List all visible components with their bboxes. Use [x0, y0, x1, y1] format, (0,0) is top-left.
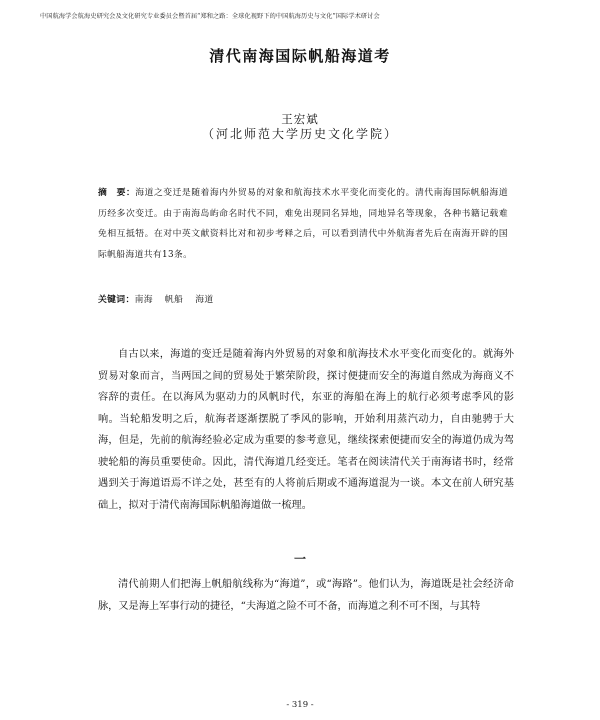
- article-title: 清代南海国际帆船海道考: [209, 47, 391, 65]
- section-number: 一: [293, 552, 306, 566]
- keywords-label: 关键词：: [98, 295, 135, 305]
- keywords: [98, 290, 508, 310]
- abstract-label: 摘 要：: [98, 188, 136, 198]
- author-affiliation: （河北师范大学历史文化学院）: [201, 127, 398, 141]
- keyword: 帆船: [164, 295, 184, 305]
- page-number: - 319 -: [286, 700, 314, 710]
- keyword: 南海: [134, 295, 153, 305]
- body-paragraph-1: 自古以来，海道的变迁是随着海内外贸易的对象和航海技术水平变化而变化的。就海外贸易对象而言，当两国之间的贸易处于繁荣阶段，探讨便捷而安全的海道自然成为海商义不容辞的责任。在以海风为驱动力的风帆时代，东亚的海船在海上的航行必须考虑季风的影响。当轮船发明之后，航海者逐渐摆脱了季风的影响，开始利用蒸汽动力，自由驰骋于大海，但是，先前的航海经验必定成为重要的参考意见，继续探索便捷而安全的海道仍成为驾驶轮船的海员重要使命。因此，清代海道几经变迁。笔者在阅读清代关于南海诸书时，经常遇到关于海道语焉不详之处，甚至有的人将前后期或不通海道混为一谈。本文在前人研究基础上，拟对于清代南海国际帆船海道做一梳理。: [98, 349, 514, 511]
- body-paragraph-2: 清代前期人们把海上帆船航线称为“海道”，或“海路”。他们认为，海道既是社会经济命脉，又是海上军事行动的捷径，“夫海道之险不可不备，而海道之利不可不图，与其特: [98, 579, 514, 612]
- abstract: [98, 183, 508, 265]
- abstract-text: 海道之变迁是随着海内外贸易的对象和航海技术水平变化而变化的。清代南海国际帆船海道历经多次变迁。由于南海岛屿命名时代不同，难免出现同名异地，同地异名等现象，各种书籍记载难免相互抵牾。在对中英文献资料比对和初步考释之后，可以看到清代中外航海者先后在南海开辟的国际帆船海道共有13条。: [98, 188, 508, 260]
- keyword: 海道: [195, 295, 214, 305]
- author-name: 王宏斌: [281, 112, 319, 126]
- running-head: 中国航海学会航海史研究会及文化研究专业委员会暨首届“郑和之路：全球化视野下的中国航海历史与文化”国际学术研讨会: [40, 13, 380, 20]
